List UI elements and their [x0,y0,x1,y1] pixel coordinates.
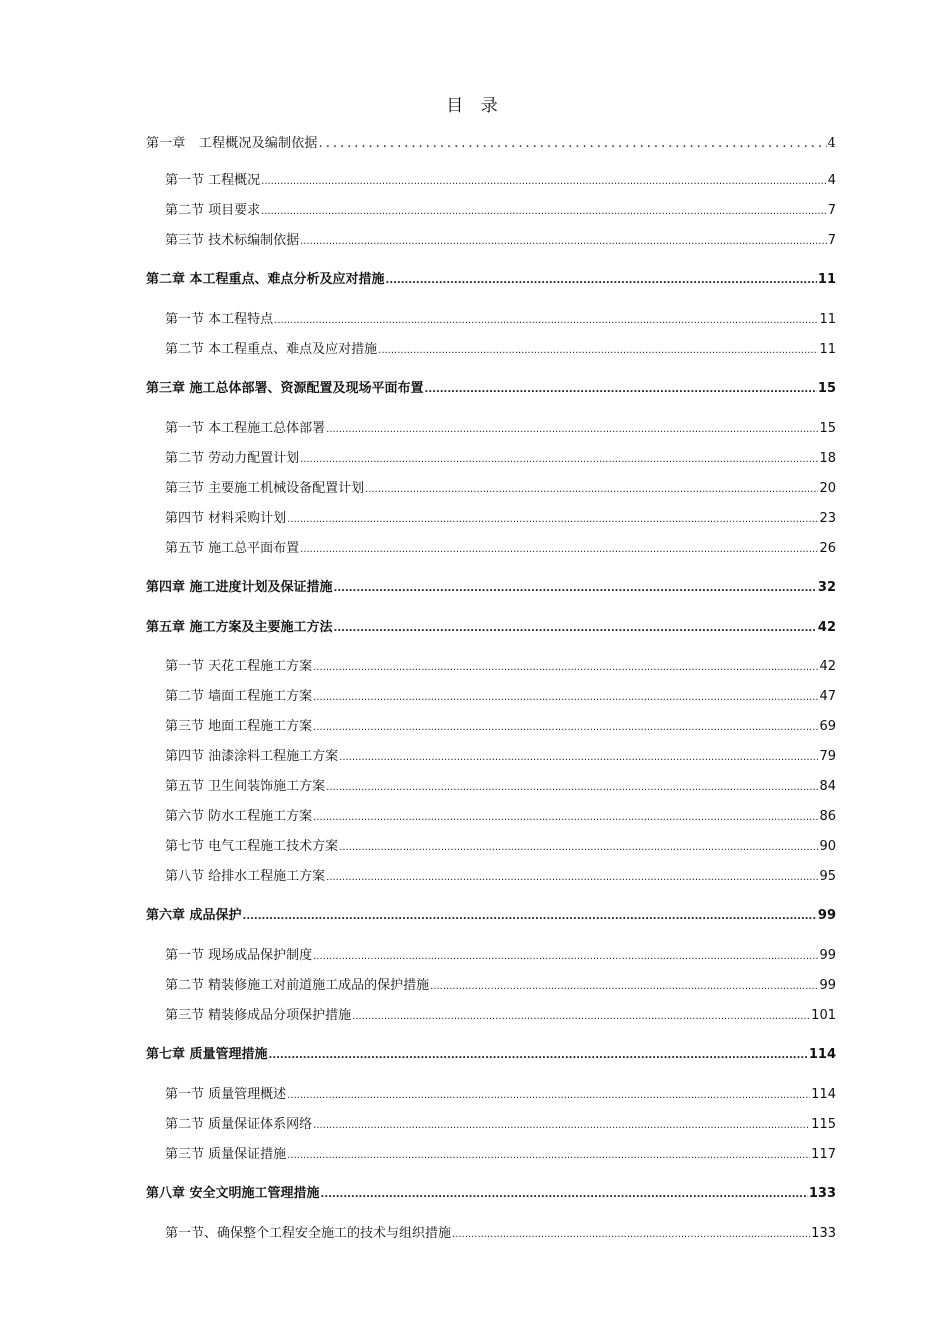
toc-page-number: 11 [817,272,836,287]
toc-section-entry[interactable] [165,202,836,221]
toc-section-entry[interactable] [165,658,836,677]
toc-entry-title: 第一节 现场成品保护制度 [165,948,313,963]
toc-section-entry[interactable] [165,341,836,360]
toc-section-entry[interactable] [165,1086,836,1105]
toc-entry-title: 第一节、确保整个工程安全施工的技术与组织措施 [165,1226,452,1241]
toc-entry-title: 第三节 地面工程施工方案 [165,719,313,734]
toc-dot-leader [378,342,818,360]
toc-section-entry[interactable] [165,977,836,996]
toc-dot-leader [386,272,817,290]
toc-page-number: 114 [811,1087,836,1102]
toc-entry-title: 第二节 精装修施工对前道施工成品的保护措施 [165,978,430,993]
toc-section-entry[interactable] [165,718,836,737]
toc-dot-leader [313,689,818,707]
toc-dot-leader [334,580,817,598]
toc-entry-title: 第五节 施工总平面布置 [165,541,300,556]
toc-chapter-entry[interactable] [146,907,836,926]
toc-entry-title: 第四章 施工进度计划及保证措施 [146,580,333,595]
toc-dot-leader [287,1087,810,1105]
toc-entry-title: 第六章 成品保护 [146,908,242,923]
toc-page-number: 18 [819,451,836,466]
toc-entry-title: 第三节 主要施工机械设备配置计划 [165,481,365,496]
toc-section-entry[interactable] [165,232,836,251]
toc-page-number: 117 [811,1147,836,1162]
toc-page-number: 84 [819,779,836,794]
toc-dot-leader [352,1008,810,1026]
toc-entry-title: 第三节 精装修成品分项保护措施 [165,1008,352,1023]
toc-page-number: 15 [817,381,836,396]
toc-section-entry[interactable] [165,808,836,827]
toc-section-entry[interactable] [165,172,836,191]
toc-entry-title: 第三节 技术标编制依据 [165,233,300,248]
toc-page-number: 95 [819,869,836,884]
toc-page-number: 4 [827,136,836,151]
toc-entry-title: 第二节 项目要求 [165,203,261,218]
toc-page-number: 133 [811,1226,836,1241]
toc-dot-leader [313,719,818,737]
toc-chapter-entry[interactable] [146,619,836,638]
toc-section-entry[interactable] [165,450,836,469]
toc-dot-leader [339,749,818,767]
toc-section-entry[interactable] [165,311,836,330]
toc-section-entry[interactable] [165,420,836,439]
toc-entry-title: 第四节 材料采购计划 [165,511,287,526]
toc-page-number: 15 [819,421,836,436]
toc-dot-leader [300,541,818,559]
toc-page-number: 23 [819,511,836,526]
toc-page-number: 99 [817,908,836,923]
toc-dot-leader [243,908,817,926]
toc-page-number: 7 [827,203,836,218]
toc-section-entry[interactable] [165,1116,836,1135]
toc-section-entry[interactable] [165,480,836,499]
toc-section-entry[interactable] [165,1007,836,1026]
toc-entry-title: 第一节 本工程特点 [165,312,274,327]
toc-dot-leader [313,659,818,677]
toc-section-entry[interactable] [165,1146,836,1165]
toc-entry-title: 第一节 本工程施工总体部署 [165,421,326,436]
toc-dot-leader [269,1047,808,1065]
toc-page-number: 99 [819,948,836,963]
toc-dot-leader [365,481,818,499]
toc-page-number: 4 [827,173,836,188]
toc-page-number: 101 [811,1008,836,1023]
toc-section-entry[interactable] [165,688,836,707]
page-title: 目 录 [446,96,504,116]
toc-entry-title: 第二节 墙面工程施工方案 [165,689,313,704]
toc-dot-leader [425,381,817,399]
toc-section-entry[interactable] [165,510,836,529]
toc-section-entry[interactable] [165,748,836,767]
toc-entry-title: 第七节 电气工程施工技术方案 [165,839,339,854]
toc-page-number: 20 [819,481,836,496]
toc-page-number: 114 [808,1047,836,1062]
toc-page-number: 42 [817,620,836,635]
toc-page-number: 11 [819,312,836,327]
toc-entry-title: 第一节 天花工程施工方案 [165,659,313,674]
toc-dot-leader [300,233,827,251]
toc-page-number: 69 [819,719,836,734]
toc-section-entry[interactable] [165,778,836,797]
toc-page-number: 32 [817,580,836,595]
toc-dot-leader [287,511,818,529]
toc-page-number: 42 [819,659,836,674]
toc-dot-leader [287,1147,810,1165]
toc-entry-title: 第三节 质量保证措施 [165,1147,287,1162]
toc-entry-title: 第二节 劳动力配置计划 [165,451,300,466]
toc-page-number: 79 [819,749,836,764]
toc-entry-title: 第一章 工程概况及编制依据 [146,136,318,151]
toc-dot-leader [261,203,827,221]
toc-dot-leader [313,1117,810,1135]
toc-chapter-entry[interactable] [146,1046,836,1065]
toc-dot-leader [313,948,818,966]
toc-entry-title: 第三章 施工总体部署、资源配置及现场平面布置 [146,381,424,396]
toc-entry-title: 第一节 质量管理概述 [165,1087,287,1102]
toc-page-number: 115 [811,1117,836,1132]
toc-dot-leader [326,421,818,439]
toc-section-entry[interactable] [165,838,836,857]
toc-page-number: 133 [808,1186,836,1201]
toc-entry-title: 第五章 施工方案及主要施工方法 [146,620,333,635]
toc-chapter-entry[interactable] [146,579,836,598]
toc-chapter-entry[interactable] [146,135,836,153]
toc-dot-leader [326,779,818,797]
toc-entry-title: 第五节 卫生间装饰施工方案 [165,779,326,794]
toc-section-entry[interactable] [165,540,836,559]
toc-section-entry[interactable] [165,947,836,966]
toc-page-number: 11 [819,342,836,357]
toc-page-number: 90 [819,839,836,854]
toc-page-number: 26 [819,541,836,556]
toc-chapter-entry[interactable] [146,380,836,399]
toc-entry-title: 第二节 本工程重点、难点及应对措施 [165,342,378,357]
toc-entry-title: 第八章 安全文明施工管理措施 [146,1186,320,1201]
toc-page-number: 47 [819,689,836,704]
toc-dot-leader [261,173,827,191]
toc-dot-leader [334,620,817,638]
toc-entry-title: 第一节 工程概况 [165,173,261,188]
toc-entry-title: 第八节 给排水工程施工方案 [165,869,326,884]
toc-dot-leader [321,1186,808,1204]
toc-dot-leader [274,312,818,330]
toc-dot-leader [319,135,827,153]
toc-entry-title: 第二节 质量保证体系网络 [165,1117,313,1132]
toc-page-number: 86 [819,809,836,824]
toc-dot-leader [452,1226,810,1244]
toc-entry-title: 第二章 本工程重点、难点分析及应对措施 [146,272,385,287]
toc-entry-title: 第四节 油漆涂料工程施工方案 [165,749,339,764]
toc-chapter-entry[interactable] [146,1185,836,1204]
toc-page-number: 7 [827,233,836,248]
toc-entry-title: 第六节 防水工程施工方案 [165,809,313,824]
toc-entry-title: 第七章 质量管理措施 [146,1047,268,1062]
toc-section-entry[interactable] [165,1225,836,1244]
toc-dot-leader [339,839,818,857]
toc-chapter-entry[interactable] [146,271,836,290]
toc-section-entry[interactable] [165,868,836,887]
toc-dot-leader [300,451,818,469]
toc-dot-leader [430,978,818,996]
toc-dot-leader [326,869,818,887]
toc-page-number: 99 [819,978,836,993]
toc-dot-leader [313,809,818,827]
